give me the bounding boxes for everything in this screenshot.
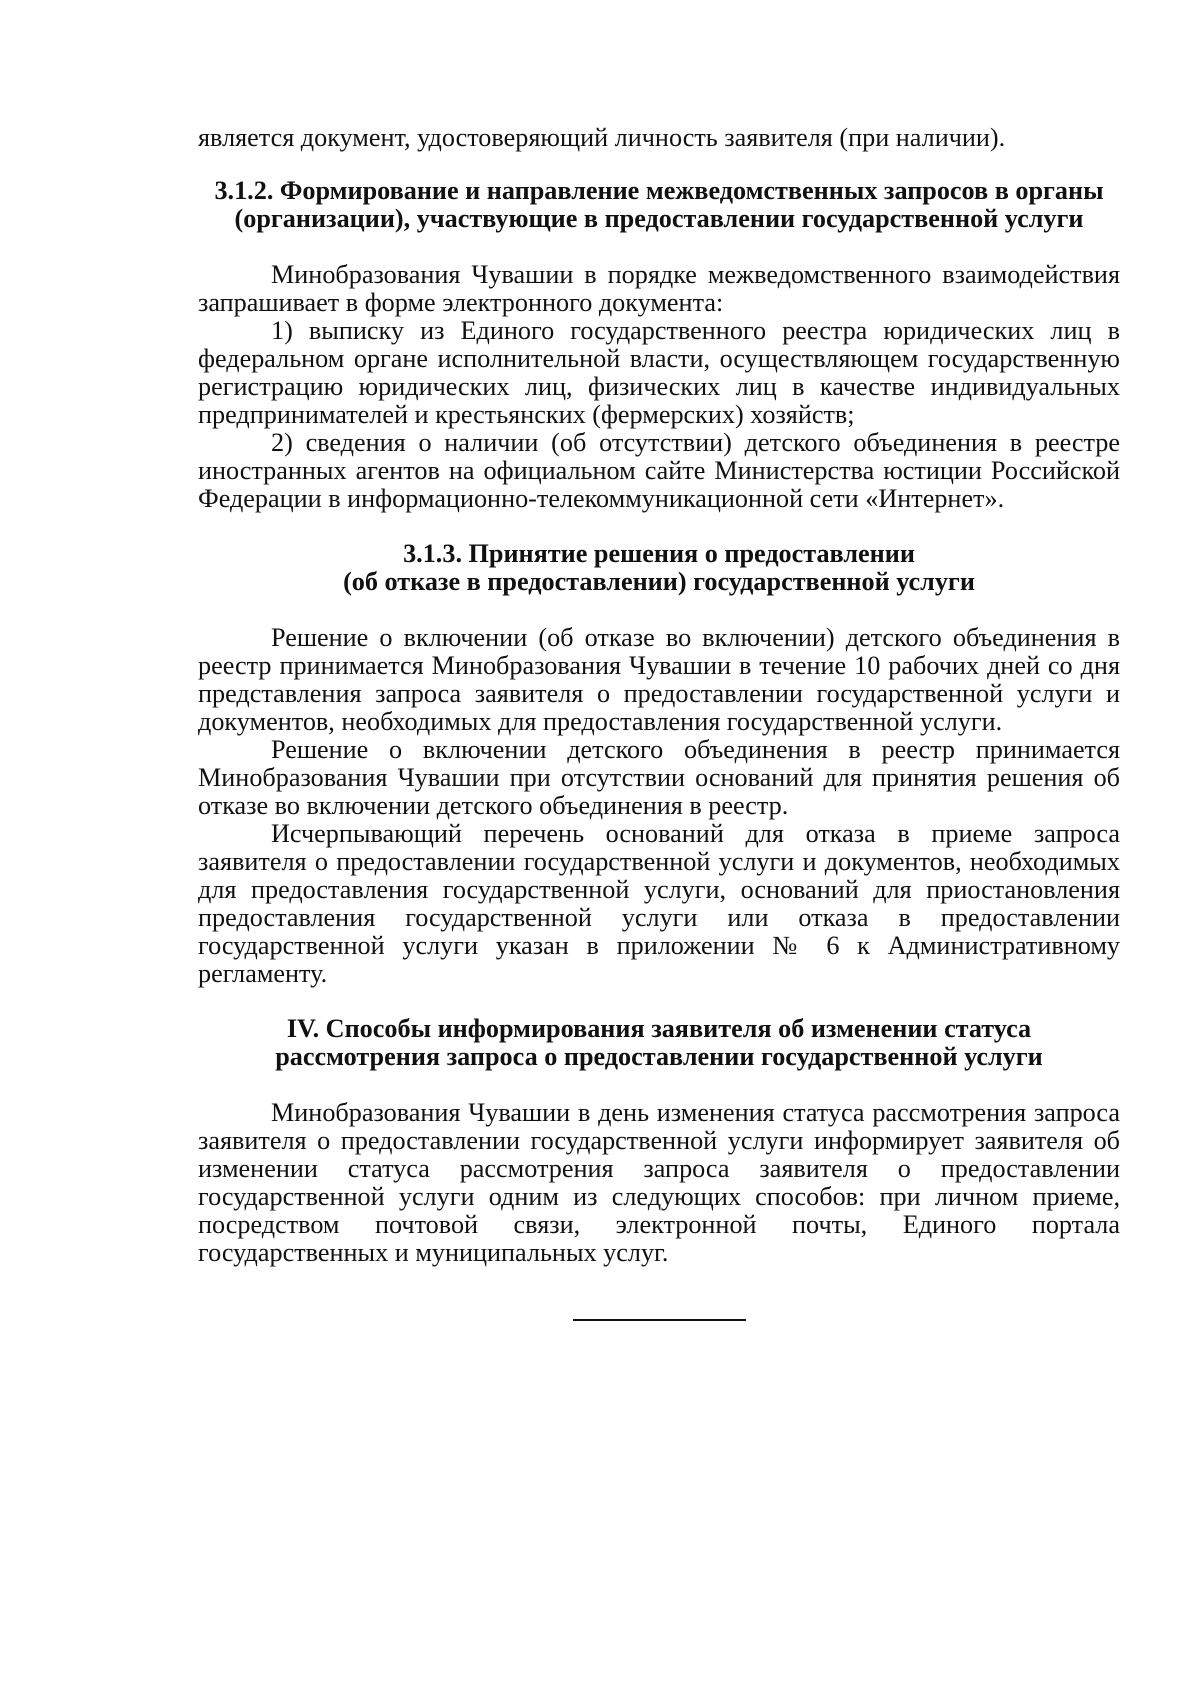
section-3-1-2-heading-line2: (организации), участвующие в предоставлении государственной услуги	[234, 204, 1084, 233]
section-iv-body	[198, 1099, 1120, 1267]
section-3-1-2-heading-line1: 3.1.2. Формирование и направление межведомственных запросов в органы	[214, 176, 1104, 205]
section-iv-heading-line1: IV. Способы информирования заявителя об изменении статуса	[286, 1014, 1032, 1043]
end-of-document-rule	[573, 1319, 746, 1321]
section-3-1-2-body	[198, 261, 1120, 513]
section-3-1-3-heading-line2: (об отказе в предоставлении) государственной услуги	[343, 567, 975, 596]
section-3-1-3-heading	[198, 540, 1120, 596]
list-item: 1) выписку из Единого государственного реестра юридических лиц в федеральном органе исполнительной власти, осуществляющем государственную регистрацию юридических лиц, физических лиц в качестве индивидуальных предпринимателей и крестьянских (фермерских) хозяйств;	[198, 316, 1120, 429]
document-page	[198, 124, 1120, 1321]
list-item: 2) сведения о наличии (об отсутствии) детского объединения в реестре иностранных агентов на официальном сайте Министерства юстиции Российской Федерации в информационно-телекоммуникационной сети «Интернет».	[198, 428, 1120, 513]
paragraph: Минобразования Чувашии в день изменения статуса рассмотрения запроса заявителя о предоставлении государственной услуги информирует заявителя об изменении статуса рассмотрения запроса заявителя о предоставлении государственной услуги одним из следующих способов: при личном приеме, посредством почтовой связи, электронной почты, Единого портала государственных и муниципальных услуг.	[198, 1098, 1120, 1267]
section-iv-heading-line2: рассмотрения запроса о предоставлении государственной услуги	[275, 1042, 1043, 1071]
section-iv-heading	[198, 1015, 1120, 1071]
section-3-1-3-body	[198, 624, 1120, 988]
section-3-1-3-heading-line1: 3.1.3. Принятие решения о предоставлении	[403, 539, 915, 568]
paragraph: Решение о включении (об отказе во включении) детского объединения в реестр принимается Минобразования Чувашии в течение 10 рабочих дней со дня представления запроса заявителя о предоставлении государственной услуги и документов, необходимых для предоставления государственной услуги.	[198, 623, 1120, 736]
paragraph: Минобразования Чувашии в порядке межведомственного взаимодействия запрашивает в форме электронного документа:	[198, 260, 1120, 317]
intro-line: является документ, удостоверяющий личность заявителя (при наличии).	[198, 123, 1006, 152]
paragraph: Исчерпывающий перечень оснований для отказа в приеме запроса заявителя о предоставлении государственной услуги и документов, необходимых для предоставления государственной услуги, оснований для приостановления предоставления государственной услуги или отказа в предоставлении государственной услуги указан в приложении № 6 к Административному регламенту.	[198, 819, 1120, 988]
section-3-1-2-heading	[198, 177, 1120, 233]
paragraph: Решение о включении детского объединения в реестр принимается Минобразования Чувашии при отсутствии оснований для принятия решения об отказе во включении детского объединения в реестр.	[198, 735, 1120, 820]
